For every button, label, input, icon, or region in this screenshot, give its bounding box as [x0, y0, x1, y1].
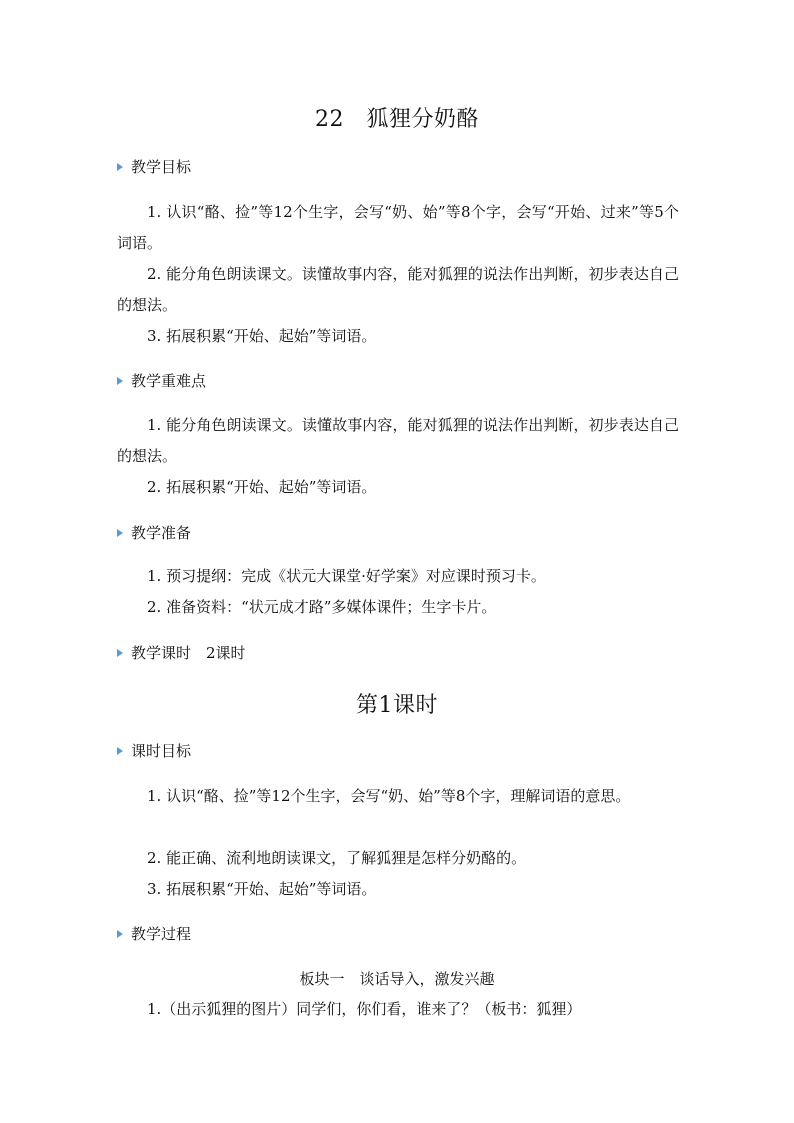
- hours-value: 2课时: [206, 644, 246, 662]
- section-heading-goals: [117, 157, 191, 177]
- triangle-bullet-icon: [117, 747, 123, 755]
- key-point-item-2: 2. 拓展积累“开始、起始”等词语。: [147, 478, 377, 496]
- section-heading-hours: [117, 643, 246, 663]
- section-label: 教学课时: [131, 644, 192, 662]
- section-heading-preparation: [117, 523, 191, 543]
- goal-item-2: 2. 能分角色朗读课文。读懂故事内容，能对狐狸的说法作出判断，初步表达自己的想法。: [117, 265, 679, 314]
- period-goal-item-2: 2. 能正确、流利地朗读课文，了解狐狸是怎样分奶酪的。: [147, 849, 527, 867]
- preparation-item-2: 2. 准备资料：“状元成才路”多媒体课件；生字卡片。: [147, 598, 497, 616]
- section-label: 课时目标: [131, 742, 192, 760]
- triangle-bullet-icon: [117, 163, 123, 171]
- section-label: 教学过程: [131, 925, 192, 943]
- preparation-item-1: 1. 预习提纲：完成《状元大课堂·好学案》对应课时预习卡。: [147, 567, 546, 585]
- block-title: 板块一 谈话导入，激发兴趣: [299, 970, 495, 988]
- period-title: 第1课时: [356, 693, 438, 718]
- period-goal-item-1: 1. 认识“酪、捡”等12个生字，会写“奶、始”等8个字，理解词语的意思。: [147, 787, 631, 805]
- section-heading-process: [117, 924, 191, 944]
- triangle-bullet-icon: [117, 377, 123, 385]
- goal-item-1: 1. 认识“酪、捡”等12个生字，会写“奶、始”等8个字，会写“开始、过来”等5个词语。: [117, 203, 679, 252]
- section-label: 教学准备: [131, 524, 192, 542]
- triangle-bullet-icon: [117, 529, 123, 537]
- goal-item-3: 3. 拓展积累“开始、起始”等词语。: [147, 327, 377, 345]
- period-goal-item-3: 3. 拓展积累“开始、起始”等词语。: [147, 880, 377, 898]
- triangle-bullet-icon: [117, 930, 123, 938]
- process-item-1: 1.（出示狐狸的图片）同学们，你们看，谁来了？（板书：狐狸）: [147, 1000, 582, 1018]
- key-point-item-1: 1. 能分角色朗读课文。读懂故事内容，能对狐狸的说法作出判断，初步表达自己的想法。: [117, 416, 679, 465]
- section-heading-key-points: [117, 371, 206, 391]
- lesson-title: 22 狐狸分奶酪: [315, 107, 479, 132]
- section-label: 教学重难点: [131, 372, 207, 390]
- section-label: 教学目标: [131, 158, 192, 176]
- section-heading-period-goals: [117, 741, 191, 761]
- triangle-bullet-icon: [117, 649, 123, 657]
